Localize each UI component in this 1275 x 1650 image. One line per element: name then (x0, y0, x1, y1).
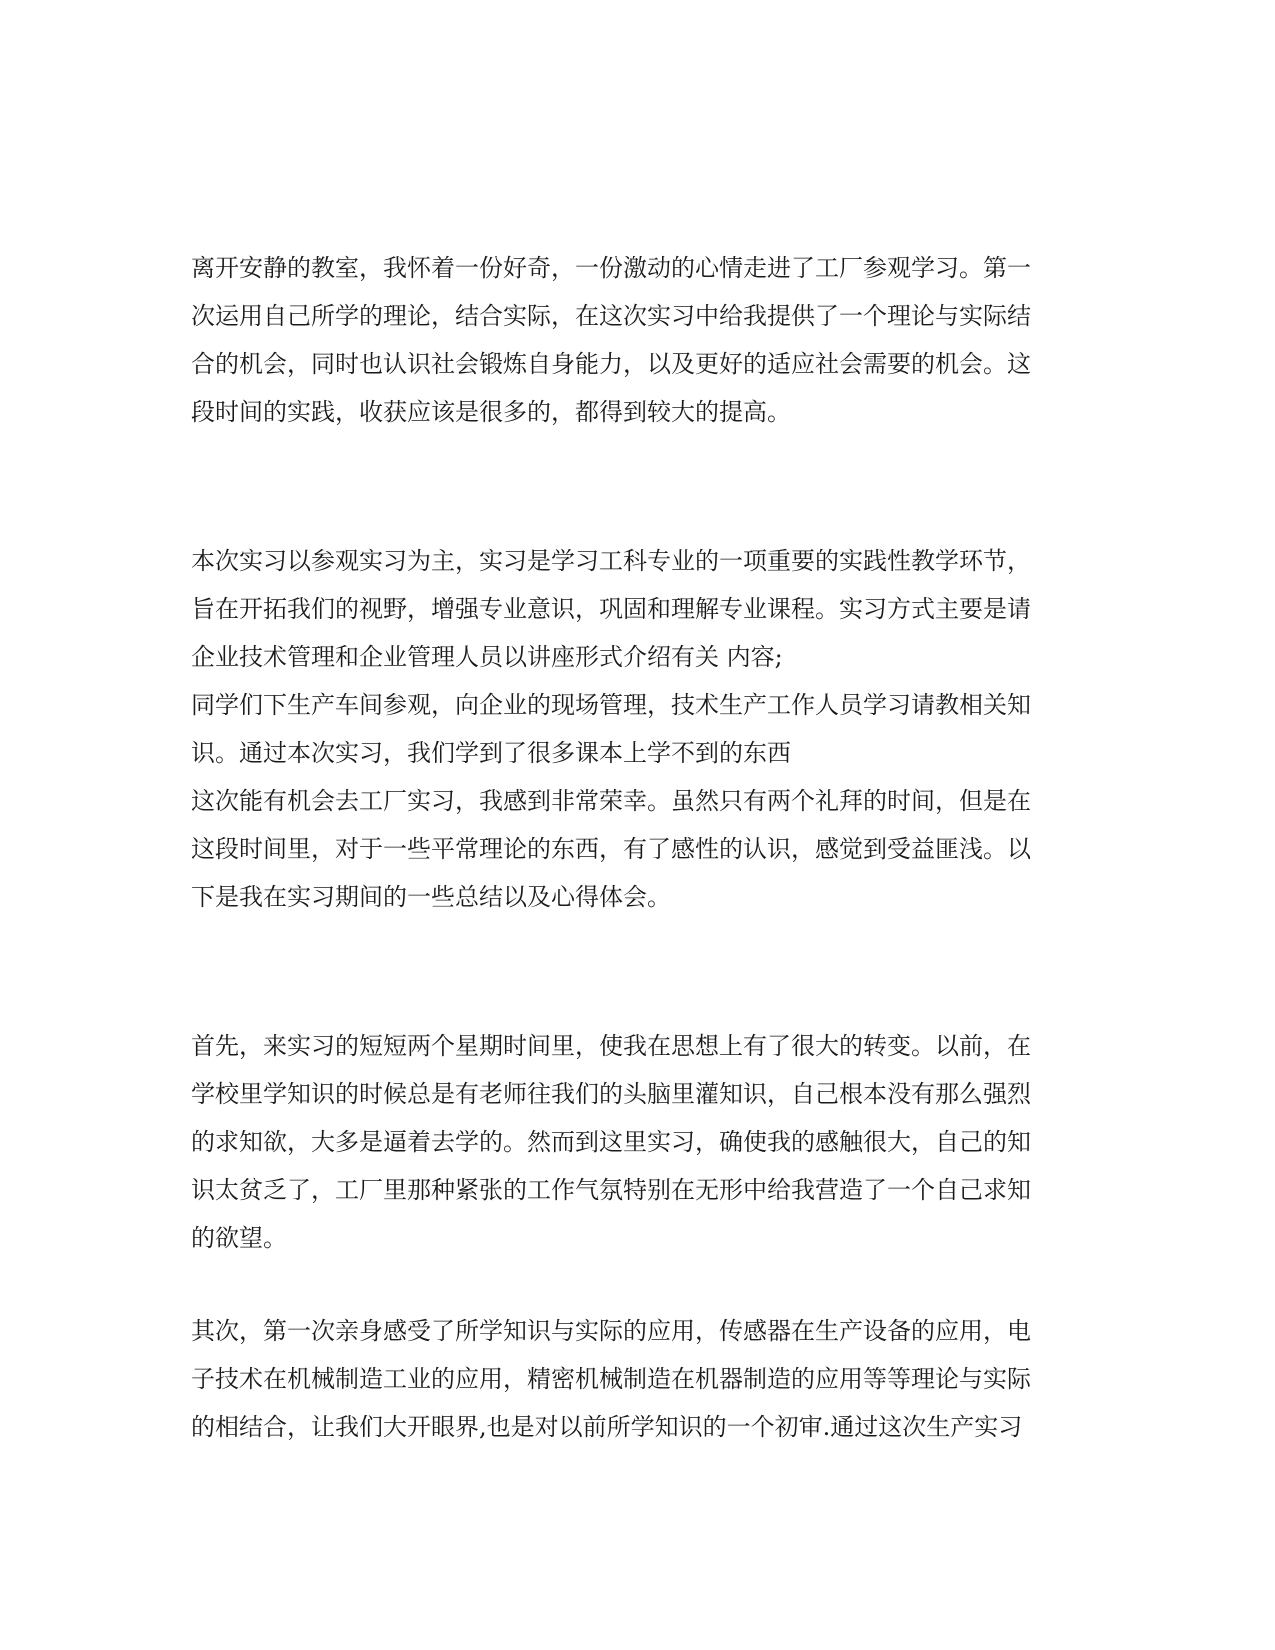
text-line: 的相结合，让我们大开眼界,也是对以前所学知识的一个初审.通过这次生产实习 (191, 1413, 1023, 1441)
text-line: 同学们下生产车间参观，向企业的现场管理，技术生产工作人员学习请教相关知 (191, 691, 1031, 719)
text-line: 这次能有机会去工厂实习，我感到非常荣幸。虽然只有两个礼拜的时间，但是在 (191, 787, 1031, 815)
text-line: 识。通过本次实习，我们学到了很多课本上学不到的东西 (191, 739, 791, 767)
text-line: 的求知欲，大多是逼着去学的。然而到这里实习，确使我的感触很大，自己的知 (191, 1128, 1031, 1156)
text-line: 下是我在实习期间的一些总结以及心得体会。 (191, 883, 671, 911)
text-line: 其次，第一次亲身感受了所学知识与实际的应用，传感器在生产设备的应用，电 (191, 1317, 1031, 1345)
text-line: 子技术在机械制造工业的应用，精密机械制造在机器制造的应用等等理论与实际 (191, 1365, 1031, 1393)
text-line: 这段时间里，对于一些平常理论的东西，有了感性的认识，感觉到受益匪浅。以 (191, 835, 1031, 863)
text-line: 旨在开拓我们的视野，增强专业意识，巩固和理解专业课程。实习方式主要是请 (191, 595, 1031, 623)
text-line: 次运用自己所学的理论，结合实际，在这次实习中给我提供了一个理论与实际结 (191, 302, 1031, 330)
text-line: 段时间的实践，收获应该是很多的，都得到较大的提高。 (191, 398, 791, 426)
text-line: 合的机会，同时也认识社会锻炼自身能力，以及更好的适应社会需要的机会。这 (191, 350, 1031, 378)
text-line: 离开安静的教室，我怀着一份好奇，一份激动的心情走进了工厂参观学习。第一 (191, 254, 1031, 282)
text-line: 的欲望。 (191, 1224, 287, 1252)
text-line: 首先，来实习的短短两个星期时间里，使我在思想上有了很大的转变。以前，在 (191, 1032, 1031, 1060)
text-line: 学校里学知识的时候总是有老师往我们的头脑里灌知识，自己根本没有那么强烈 (191, 1080, 1031, 1108)
text-line: 本次实习以参观实习为主，实习是学习工科专业的一项重要的实践性教学环节， (191, 547, 1031, 575)
text-line: 企业技术管理和企业管理人员以讲座形式介绍有关 内容; (191, 643, 783, 671)
text-line: 识太贫乏了，工厂里那种紧张的工作气氛特别在无形中给我营造了一个自己求知 (191, 1176, 1031, 1204)
